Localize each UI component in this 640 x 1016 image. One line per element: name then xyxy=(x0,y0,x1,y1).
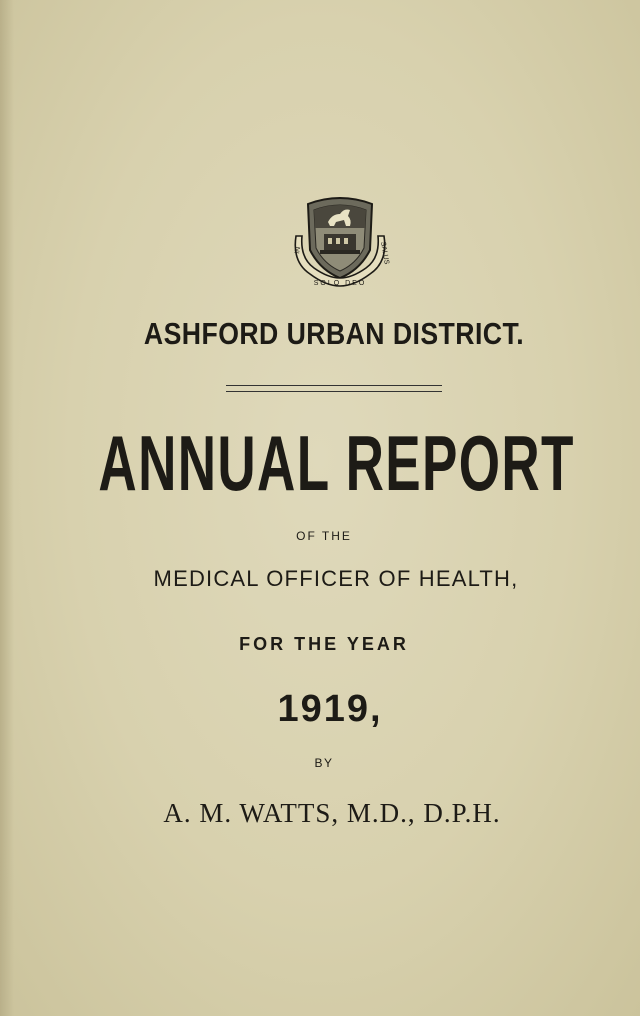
double-rule-divider xyxy=(226,385,442,392)
by-text: BY xyxy=(314,756,334,770)
report-title: ANNUAL REPORT xyxy=(98,419,575,507)
crest-motto-right: SALUS xyxy=(379,241,390,265)
coat-of-arms-icon xyxy=(290,192,390,290)
author-name: A. M. WATTS, M.D., D.P.H. xyxy=(163,798,501,828)
district-heading: ASHFORD URBAN DISTRICT. xyxy=(143,316,525,351)
crest-emblem xyxy=(290,192,390,290)
report-year: 1919, xyxy=(277,688,383,730)
crest-motto-left: IN xyxy=(294,246,303,255)
crest-motto-bottom: SOLO DEO xyxy=(313,280,367,287)
of-the-text: OF THE xyxy=(296,529,352,543)
for-the-year-text: FOR THE YEAR xyxy=(239,634,409,654)
page-edge-shadow xyxy=(0,0,14,1016)
report-subject: MEDICAL OFFICER OF HEALTH, xyxy=(153,566,519,591)
